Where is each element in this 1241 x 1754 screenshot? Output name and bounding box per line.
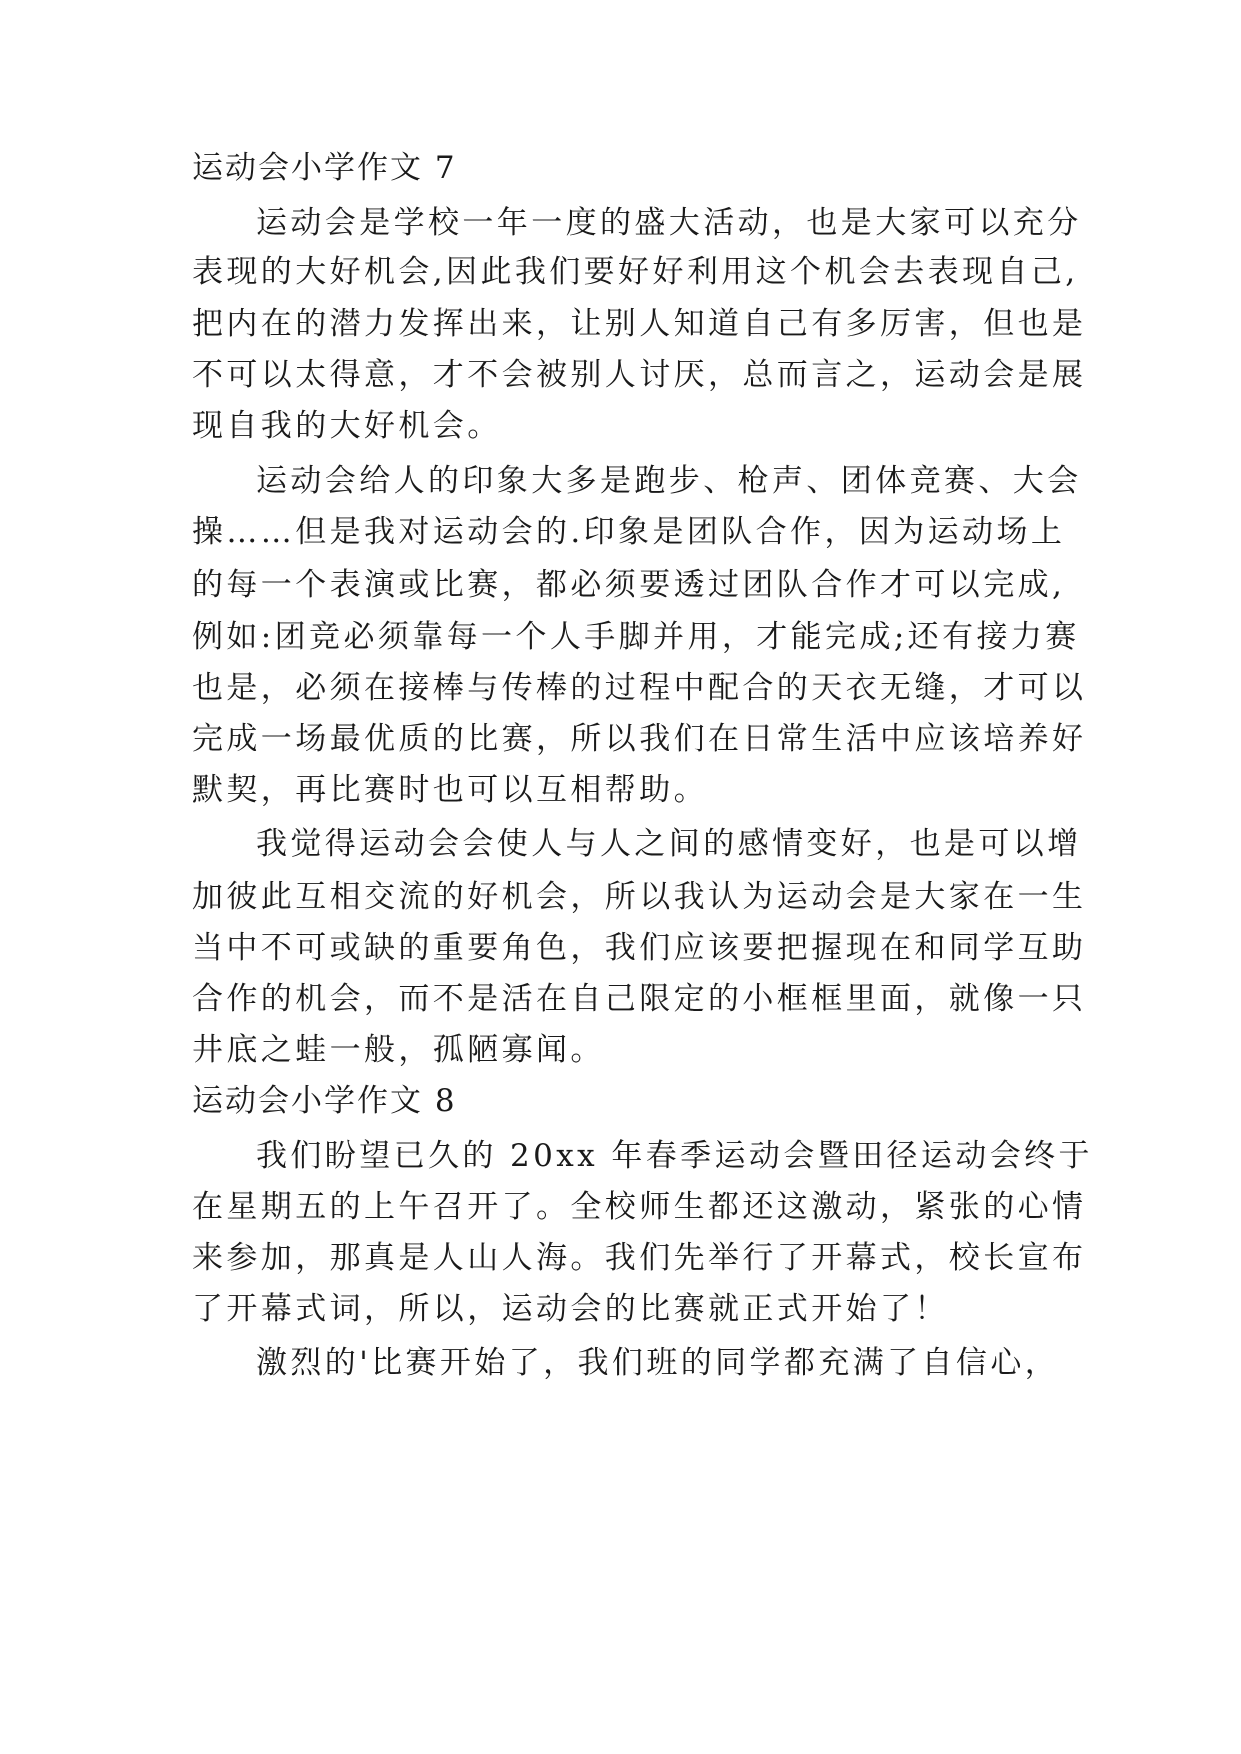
paragraph-line: 激烈的'比赛开始了，我们班的同学都充满了自信心， bbox=[256, 1345, 1060, 1381]
paragraph-line: 操……但是我对运动会的.印象是团队合作，因为运动场上 bbox=[192, 514, 1066, 550]
section-heading: 运动会小学作文 8 bbox=[192, 1083, 457, 1119]
paragraph-line: 运动会给人的印象大多是跑步、枪声、团体竞赛、大会 bbox=[256, 463, 1082, 499]
paragraph-line: 的每一个表演或比赛，都必须要透过团队合作才可以完成, bbox=[192, 567, 1066, 603]
paragraph-line: 表现的大好机会,因此我们要好好利用这个机会去表现自己, bbox=[192, 254, 1079, 290]
paragraph-line: 也是，必须在接棒与传棒的过程中配合的天衣无缝，才可以 bbox=[192, 670, 1087, 706]
paragraph-line: 加彼此互相交流的好机会，所以我认为运动会是大家在一生 bbox=[192, 879, 1087, 915]
paragraph-line: 当中不可或缺的重要角色，我们应该要把握现在和同学互助 bbox=[192, 930, 1087, 966]
paragraph-line: 我们盼望已久的 20xx 年春季运动会暨田径运动会终于 bbox=[256, 1138, 1093, 1174]
paragraph-line: 合作的机会，而不是活在自己限定的小框框里面，就像一只 bbox=[192, 981, 1087, 1017]
paragraph-line: 完成一场最优质的比赛，所以我们在日常生活中应该培养好 bbox=[192, 721, 1087, 757]
paragraph-line: 例如:团竞必须靠每一个人手脚并用，才能完成;还有接力赛 bbox=[192, 619, 1080, 655]
paragraph-line: 在星期五的上午召开了。全校师生都还这激动，紧张的心情 bbox=[192, 1189, 1087, 1225]
paragraph-line: 井底之蛙一般，孤陋寡闻。 bbox=[192, 1032, 605, 1068]
paragraph-line: 了开幕式词，所以，运动会的比赛就正式开始了！ bbox=[192, 1291, 949, 1327]
paragraph-line: 不可以太得意，才不会被别人讨厌，总而言之，运动会是展 bbox=[192, 357, 1087, 393]
paragraph-line: 来参加，那真是人山人海。我们先举行了开幕式，校长宣布 bbox=[192, 1240, 1087, 1276]
paragraph-line: 现自我的大好机会。 bbox=[192, 408, 502, 444]
paragraph-line: 运动会是学校一年一度的盛大活动，也是大家可以充分 bbox=[256, 205, 1082, 241]
paragraph-line: 默契，再比赛时也可以互相帮助。 bbox=[192, 772, 708, 808]
paragraph-line: 把内在的潜力发挥出来，让别人知道自己有多厉害，但也是 bbox=[192, 306, 1087, 342]
section-heading: 运动会小学作文 7 bbox=[192, 150, 457, 186]
paragraph-line: 我觉得运动会会使人与人之间的感情变好，也是可以增 bbox=[256, 826, 1082, 862]
